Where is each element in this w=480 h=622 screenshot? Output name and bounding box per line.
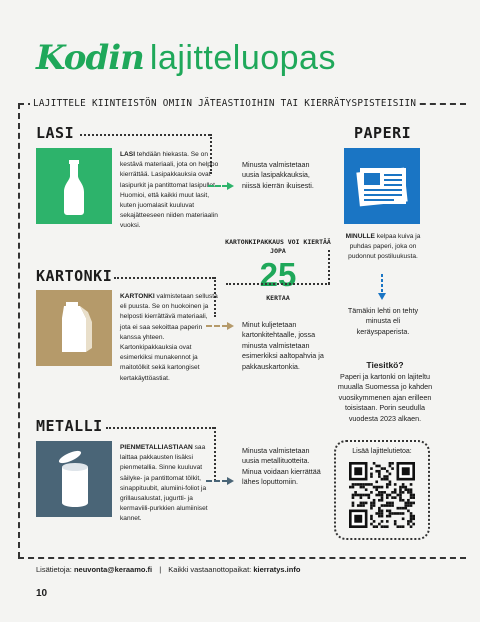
metalli-heading: METALLI [36,417,103,435]
title-rest: lajitteluopas [149,39,336,77]
lasi-lead: LASI [120,151,136,158]
qr-code[interactable] [349,462,415,528]
lasi-heading: LASI [36,124,75,142]
metalli-description [120,443,216,525]
footer-separator: | [159,565,162,574]
paperi-tile [344,148,420,224]
kartonki-heading: KARTONKI [36,267,113,285]
tip [334,360,436,424]
metalli-lead: PIENMETALLIASTIAAN [120,444,193,451]
paperi-result: Tämäkin lehti on tehty minusta eli keräyspaperista. [347,306,419,336]
lasi-divider [80,134,210,136]
badge-bottom-text: KERTAA [266,294,290,302]
paperi-description [340,232,426,263]
frame-bottom-border [18,557,466,559]
kartonki-result: Minut kuljetetaan kartonkitehtaalle, jossa minusta valmistetaan esimerkiksi aaltopahvia ja pakkauskartonkia. [242,320,324,371]
kartonki-divider [114,277,214,279]
tip-body: Paperi ja kartonki on lajiteltu muualla Suomessa jo kahden vuosikymmenen ajan erilleen toisistaan. Porin seudulla vuodesta 2023 alkaen. [337,372,433,423]
footer-email[interactable]: neuvonta@keraamo.fi [73,565,153,574]
metalli-arrow [206,477,234,485]
metalli-body: saa laittaa pakkausten lisäksi pienmetallia. Sinne kuuluvat säilyke- ja pantittomat tölkit, sinappituubit, alumiini-foliot ja grillausalustat, jugurtti- ja kermaviili-purkkien alumiiniset kannet. [120,444,208,523]
qr-label: Lisää lajittelutietoa: [352,448,412,455]
kartonki-badge-divider-vertical [328,250,330,284]
tip-heading: Tiesitkö? [366,360,404,370]
footer [36,565,300,574]
milk-carton-icon [36,290,112,366]
kartonki-tile [36,290,112,366]
footer-places-label: Kaikki vastaanottopaikat: [168,565,252,574]
page-subtitle: LAJITTELE KIINTEISTÖN OMIIN JÄTEASTIOIHIN TAI KIERRÄTYSPISTEISIIN [30,98,419,109]
metalli-result: Minusta valmistetaan uusia metallituotteita. Minua voidaan kierrättää lähes loputtomiin. [242,446,321,487]
lasi-body: tehdään hiekasta. Se on kestävä materiaali, jota on helppo kierrättää. Lasipakkauksia ovat lasipurkit ja pantittomat lasipullot. Huomioi, että kaikki muut lasit, kuten juomalasit kuuluvat sekajätteeseen niiden materiaalin vuoksi. [120,151,219,230]
lasi-tile [36,148,112,224]
metalli-tile [36,441,112,517]
badge [222,238,334,302]
kartonki-badge-divider [226,283,330,285]
metalli-divider [106,427,214,429]
newspaper-icon [344,148,420,224]
badge-top-text: KARTONKIPAKKAUS VOI KIERTÄÄ JOPA [225,238,331,255]
frame-left-border [18,103,20,558]
page-title [36,38,336,78]
lasi-result: Minusta valmistetaan uusia lasipakkauksia, niissä kierrän ikuisesti. [242,160,314,190]
glass-bottle-icon [36,148,112,224]
title-script: Kodin [36,38,144,78]
footer-info-label: Lisätietoja: [36,565,72,574]
lasi-description [120,150,222,232]
lasi-arrow [208,182,234,190]
paperi-heading: PAPERI [354,124,412,142]
qr-box [334,440,430,540]
paperi-body: kelpaa kuiva ja puhdas paperi, joka on pudonnut postiluukusta. [348,233,421,261]
kartonki-body: valmistetaan sellusta eli puusta. Se on huokoinen ja helposti kierrättävä materiaali, jota ei saa sekoittaa paperin kanssa yhteen. Kartonkipakkauksia ovat esimerkiksi munakennot ja maitotölkit sekä kartongiset kertakäyttöastiat. [120,293,218,382]
page-number: 10 [36,588,48,599]
tin-can-icon [36,441,112,517]
paperi-lead: MINULLE [345,233,375,240]
badge-number: 25 [259,256,297,293]
kartonki-lead: KARTONKI [120,293,155,300]
kartonki-arrow [206,322,234,330]
footer-places-url[interactable]: kierratys.info [253,565,301,574]
paperi-arrow [378,274,386,300]
kartonki-description [120,292,220,384]
